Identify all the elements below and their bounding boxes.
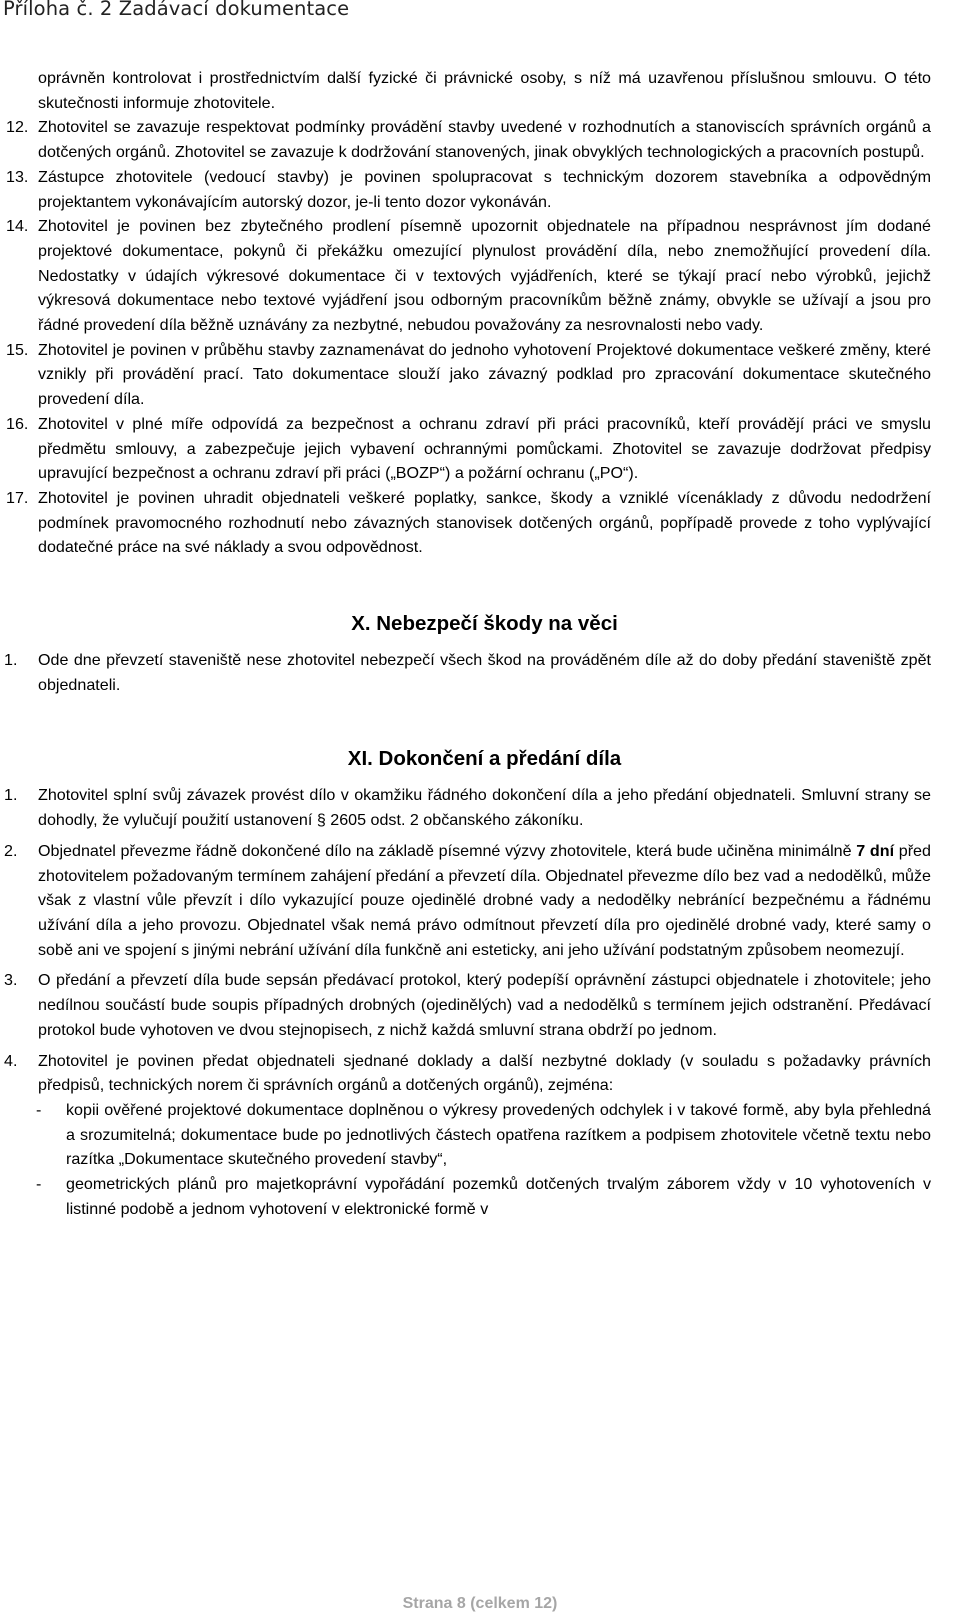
item-text: O předání a převzetí díla bude sepsán předávací protokol, který podepíší oprávnění zástupci objednatele i zhotovitele; jeho nedílnou součástí bude soupis případných drobných (ojedinělých) vad a nedodělků s termínem jejich odstranění. Předávací protokol bude vyhotoven ve dvou stejnopisech, z nichž každá smluvní strana obdrží po jednom.	[38, 971, 931, 1039]
list-item-16	[6, 412, 931, 486]
item-text: Zhotovitel se zavazuje respektovat podmínky provádění stavby uvedené v rozhodnutích a stanoviscích správních orgánů a dotčených orgánů. Zhotovitel se zavazuje k dodržování stanovených, jinak obvyklých technologických a pracovních postupů.	[38, 118, 931, 162]
page-number-footer: Strana 8 (celkem 12)	[402, 1595, 558, 1612]
item-number: 1.	[4, 651, 18, 670]
section-xi-item-4	[4, 1049, 931, 1098]
item-text: Zhotovitel v plné míře odpovídá za bezpečnost a ochranu zdraví při práci pracovníků, kteří provádějí práci ve smyslu předmětu smlouvy, a zabezpečuje jejich vybavení ochrannými pomůckami. Zhotovitel se zavazuje dodržovat předpisy upravující bezpečnost a ochranu zdraví při práci („BOZP“) a požární ochranu („PO“).	[38, 414, 931, 483]
bullet-item	[36, 1172, 931, 1221]
item-number: 14.	[6, 217, 29, 236]
item-number: 2.	[4, 841, 18, 860]
bullet-dash: -	[36, 1100, 42, 1119]
document-header: Příloha č. 2 Zadávací dokumentace	[3, 0, 350, 20]
item-text: Zhotovitel je povinen bez zbytečného prodlení písemně upozornit objednatele na případnou nesprávnost jím dodané projektové dokumentace, pokynů či překážku omezující plynulost provádění díla, nebo znemožňující provedení díla. Nedostatky v údajích výkresové dokumentace či v textových vyjádřeních, které se týkají prací nebo výrobků, jejichž výkresová dokumentace nebo textové vyjádření jsou odborným pracovníkům běžně známy, obvykle se užívají a jsou pro řádné provedení díla běžně uznávány za nezbytné, nebudou považovány za nesrovnalosti nebo vady.	[38, 217, 931, 335]
item-number: 13.	[6, 167, 29, 186]
section-xi-item-3	[4, 968, 931, 1042]
item-text-a: Objednatel převezme řádně dokončené dílo na základě písemné výzvy zhotovitele, která bude učiněna minimálně	[38, 841, 852, 860]
deadline-days: 7 dní	[856, 841, 895, 860]
section-heading-xi: XI. Dokončení a předání díla	[347, 747, 622, 771]
section-xi-item-2	[4, 839, 931, 963]
bullet-dash: -	[36, 1175, 42, 1194]
list-item-14	[6, 214, 931, 338]
list-item-15	[6, 338, 931, 412]
item-text: Ode dne převzetí staveniště nese zhotovitel nebezpečí všech škod na prováděném díle až do doby předání staveniště zpět objednateli.	[38, 651, 931, 694]
list-item-13	[6, 165, 931, 214]
continuation-paragraph: oprávněn kontrolovat i prostřednictvím další fyzické či právnické osoby, s níž má uzavřenou příslušnou smlouvu. O této skutečnosti informuje zhotovitele.	[38, 69, 931, 112]
section-heading-x: X. Nebezpečí škody na věci	[351, 612, 618, 636]
list-item-12	[6, 115, 931, 164]
item-number: 12.	[6, 118, 29, 137]
item-text: Zhotovitel je povinen v průběhu stavby zaznamenávat do jednoho vyhotovení Projektové dokumentace veškeré změny, které vznikly při provádění prací. Tato dokumentace slouží jako závazný podklad pro zpracování dokumentace skutečného provedení díla.	[38, 340, 931, 409]
item-number: 1.	[4, 786, 18, 805]
section-xi-item-1	[4, 783, 931, 832]
item-text-b: před zhotovitelem požadovaným termínem zahájení předání a převzetí díla. Objednatel převezme dílo bez vad a nedodělků, může však z vlastní vůle převzít i dílo vykazující pouze ojedinělé drobné vady a nedodělky nebránící bezpečnému a řádnému užívání díla a jeho provozu. Objednatel však nemá právo odmítnout převzetí díla pro ojedinělé drobné vady, které samy o sobě ani ve spojení s jinými nebrání užívání díla funkčně ani esteticky, ani jeho užívání podstatným způsobem neomezují.	[38, 841, 931, 959]
item-text: Zhotovitel je povinen předat objednateli sjednané doklady a další nezbytné doklady (v souladu s požadavky právních předpisů, technických norem či správních orgánů a dotčených orgánů), zejména:	[38, 1051, 931, 1095]
item-number: 17.	[6, 488, 29, 507]
item-text: Zástupce zhotovitele (vedoucí stavby) je povinen spolupracovat s technickým dozorem stavebníka a odpovědným projektantem vykonávajícím autorský dozor, je-li tento dozor vykonáván.	[38, 167, 931, 211]
list-item-17	[6, 486, 931, 560]
item-number: 3.	[4, 971, 18, 990]
section-x-item-1	[4, 648, 931, 697]
item-text: Zhotovitel je povinen uhradit objednateli veškeré poplatky, sankce, škody a vzniklé vícenáklady z důvodu nedodržení podmínek pravomocného rozhodnutí nebo závazných stanovisek dotčených orgánů, popřípadě provede z toho vyplývající dodatečné práce na své náklady a svou odpovědnost.	[38, 488, 931, 557]
item-number: 15.	[6, 340, 29, 359]
item-number: 16.	[6, 414, 29, 433]
bullet-text: geometrických plánů pro majetkoprávní vypořádání pozemků dotčených trvalým záborem vždy v 10 vyhotoveních v listinné podobě a jednom vyhotovení v elektronické formě v	[66, 1175, 931, 1218]
item-text: Zhotovitel splní svůj závazek provést dílo v okamžiku řádného dokončení díla a jeho předání objednateli. Smluvní strany se dohodly, že vylučují použití ustanovení § 2605 odst. 2 občanského zákoníku.	[38, 786, 931, 830]
bullet-item	[36, 1098, 931, 1172]
bullet-text: kopii ověřené projektové dokumentace doplněnou o výkresy provedených odchylek i v takové formě, aby byla přehledná a srozumitelná; dokumentace bude po jednotlivých částech opatřena razítkem a podpisem zhotovitele včetně textu nebo razítka „Dokumentace skutečného provedení stavby“,	[66, 1100, 931, 1169]
item-number: 4.	[4, 1051, 18, 1070]
document-body	[0, 66, 960, 1221]
